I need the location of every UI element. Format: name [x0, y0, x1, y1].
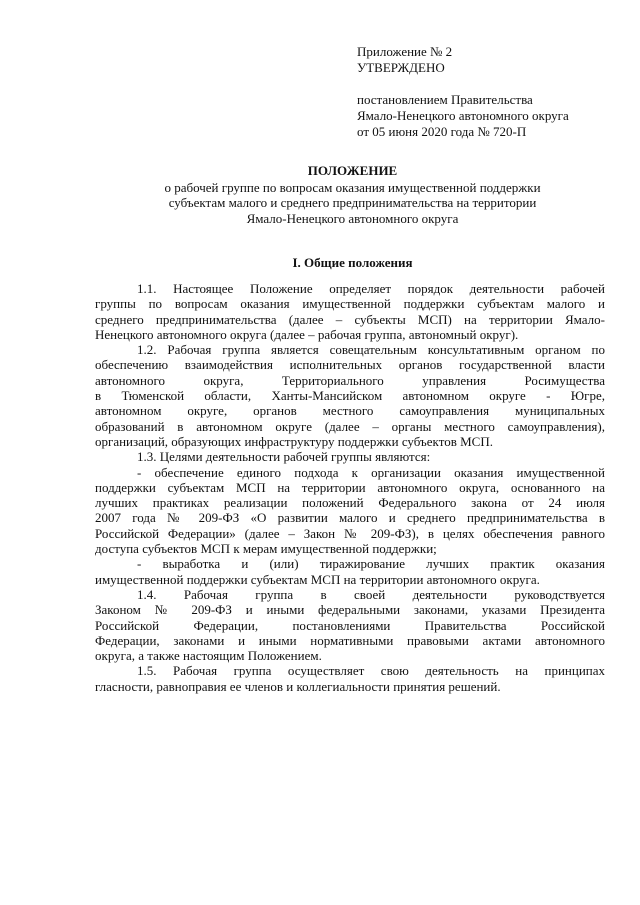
text-line: 1.2. Рабочая группа является совещательным консультативным органом по	[137, 342, 605, 358]
text-line: Российской Федерации» (далее – Закон № 209-ФЗ), в целях обеспечения равного	[95, 525, 605, 541]
text-line: гласности, равноправия ее членов и коллегиальности принятия решений.	[95, 678, 501, 694]
paragraph-1-2	[95, 342, 605, 449]
decree-line: постановлением Правительства	[357, 92, 533, 107]
approval-block	[357, 44, 627, 140]
text-line: 1.4. Рабочая группа в своей деятельности руководствуется	[137, 586, 605, 602]
text-line: лучших практиках реализации положений Федерального закона от 24 июля	[95, 495, 605, 511]
text-line: доступа субъектов МСП к мерам имущественной поддержки;	[95, 541, 437, 557]
decree-date-line: от 05 июня 2020 года № 720-П	[357, 124, 527, 139]
decree-line: Ямало-Ненецкого автономного округа	[357, 108, 569, 123]
document-title: ПОЛОЖЕНИЕ	[307, 163, 398, 178]
document-subtitle-line: Ямало-Ненецкого автономного округа	[246, 210, 459, 226]
document-subtitle-line: о рабочей группе по вопросам оказания имущественной поддержки	[164, 179, 541, 195]
text-line: Федерации, законами и иными нормативными правовыми актами автономного	[95, 632, 605, 648]
appendix-number: Приложение № 2	[357, 44, 453, 59]
text-line: среднего предпринимательства (далее – субъекты МСП) на территории Ямало-	[95, 311, 605, 327]
text-line: имущественной поддержки субъектам МСП на территории автономного округа.	[95, 571, 540, 587]
document-title-block	[95, 163, 610, 226]
text-line: поддержки субъектам МСП на территории автономного округа, основанного на	[95, 479, 605, 495]
text-line: 1.3. Целями деятельности рабочей группы являются:	[137, 449, 431, 465]
paragraph-1-3	[95, 449, 605, 587]
text-line: 1.1. Настоящее Положение определяет порядок деятельности рабочей	[137, 281, 605, 296]
paragraph-1-5	[95, 663, 605, 694]
text-line: Российской Федерации, постановлениями Правительства Российской	[95, 617, 605, 633]
text-line: образований в автономном округе (далее – органы местного самоуправления),	[95, 418, 605, 434]
document-subtitle-line: субъектам малого и среднего предпринимательства на территории	[168, 195, 537, 210]
approved-label: УТВЕРЖДЕНО	[357, 60, 445, 75]
text-line: 2007 года № 209-ФЗ «О развитии малого и среднего предпринимательства в	[95, 510, 605, 526]
text-line: обеспечению взаимодействия исполнительных органов государственной власти	[95, 357, 605, 373]
text-line: - выработка и (или) тиражирование лучших практик оказания	[137, 556, 605, 572]
text-line: организаций, образующих инфраструктуру поддержки субъектов МСП.	[95, 433, 493, 449]
paragraph-1-4	[95, 587, 605, 663]
paragraph-1-1	[95, 281, 605, 342]
text-line: Законом № 209-ФЗ и иными федеральными законами, указами Президента	[95, 602, 605, 618]
text-line: - обеспечение единого подхода к организации оказания имущественной	[137, 464, 605, 480]
text-line: округа, а также настоящим Положением.	[95, 648, 322, 664]
text-line: Ненецкого автономного округа (далее – рабочая группа, автономный округ).	[95, 326, 519, 342]
text-line: автономного округа, Территориального управления Росимущества	[95, 372, 605, 388]
text-line: автономном округе, органов местного самоуправления муниципальных	[95, 403, 605, 419]
body-text	[95, 281, 605, 694]
text-line: группы по вопросам оказания имущественной поддержки субъектам малого и	[95, 296, 605, 312]
text-line: 1.5. Рабочая группа осуществляет свою деятельность на принципах	[137, 663, 605, 679]
text-line: в Тюменской области, Ханты-Мансийском автономном округе - Югре,	[95, 388, 605, 404]
section-heading: I. Общие положения	[292, 255, 413, 270]
